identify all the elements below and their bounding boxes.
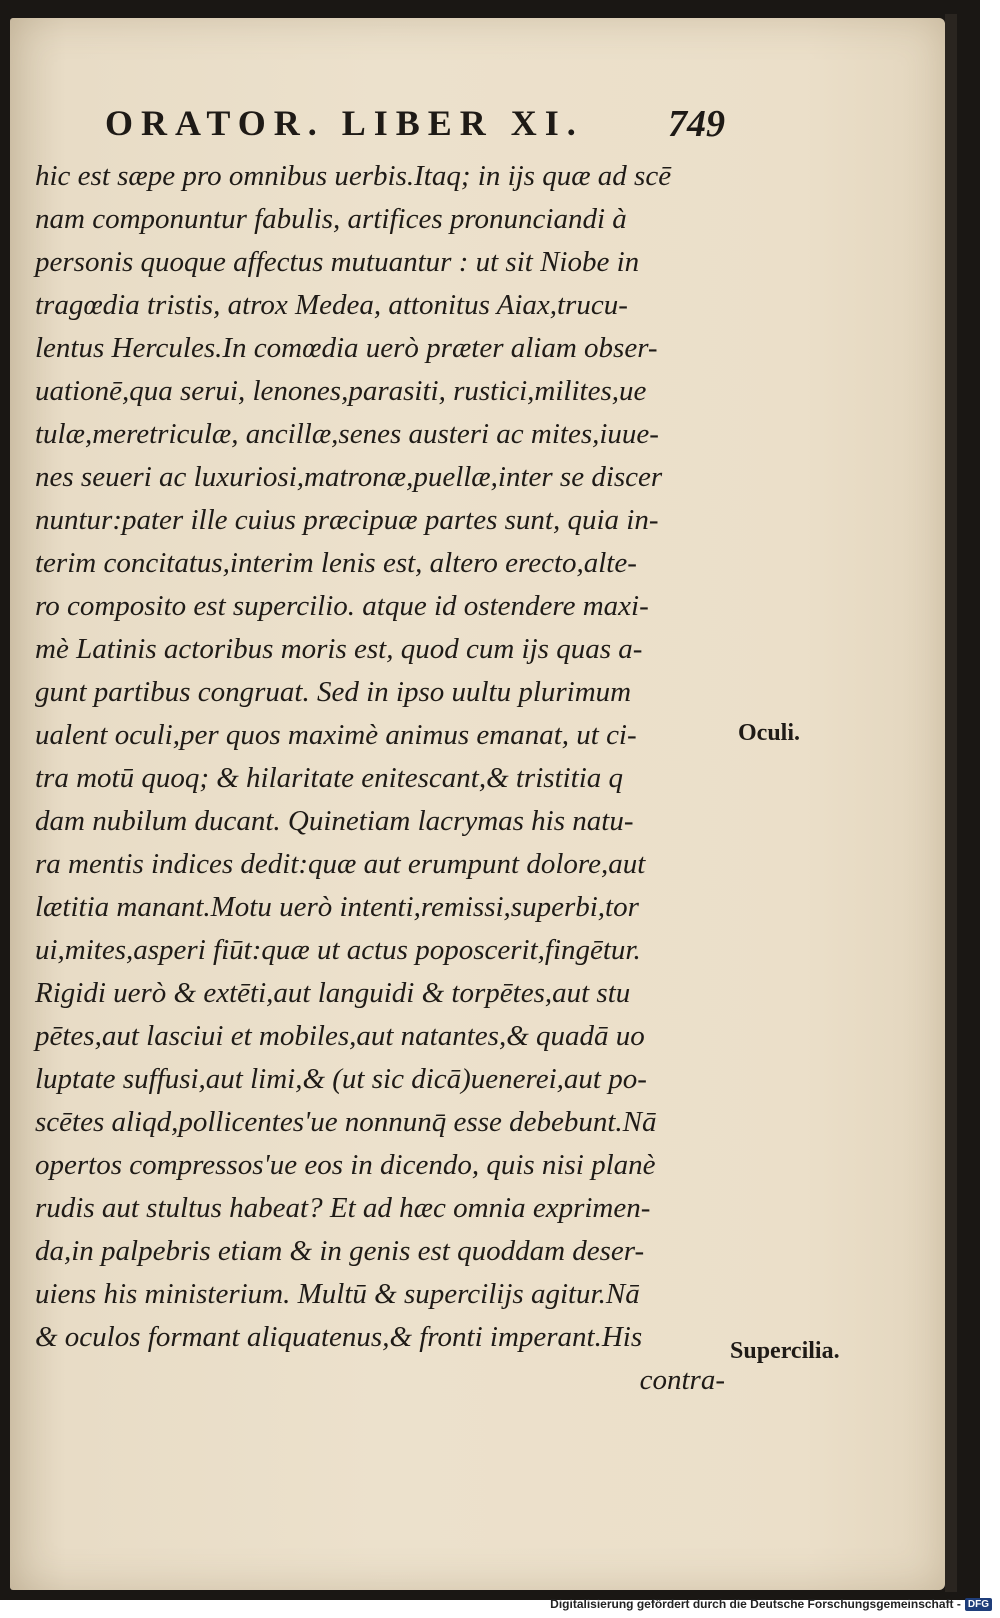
text-line: nam componuntur fabulis, artifices pronunciandi à [35,203,627,235]
text-line: tragœdia tristis, atrox Medea, attonitus Aiax,trucu- [35,289,628,321]
text-line: ra mentis indices dedit:quæ aut erumpunt dolore,aut [35,848,646,880]
text-line: luptate suffusi,aut limi,& (ut sic dicā)uenerei,aut po- [35,1063,647,1095]
text-line: & oculos formant aliquatenus,& fronti imperant.His [35,1321,643,1353]
text-line: tra motū quoq; & hilaritate enitescant,& tristitia q [35,762,624,794]
text-line: scētes aliqd,pollicentes'ue nonnunq̄ esse debebunt.Nā [35,1106,657,1138]
dfg-logo: DFG [965,1598,992,1611]
text-line: lætitia manant.Motu uerò intenti,remissi,superbi,tor [35,891,639,923]
text-line: ui,mites,asperi fiūt:quæ ut actus poposcerit,fingētur. [35,934,641,966]
text-line: da,in palpebris etiam & in genis est quoddam deser- [35,1235,645,1267]
running-title: ORATOR. LIBER XI. [105,103,584,143]
page-header [105,102,725,150]
text-line: nuntur:pater ille cuius præcipuæ partes sunt, quia in- [35,504,659,536]
margin-note-oculi: Oculi. [738,720,801,746]
digitization-footer [550,1597,992,1611]
text-line: tulæ,meretriculæ, ancillæ,senes austeri ac mites,iuue- [35,418,659,450]
text-line: terim concitatus,interim lenis est, altero erecto,alte- [35,547,637,579]
text-line: ro composito est supercilio. atque id ostendere maxi- [35,590,649,622]
footer-text: Digitalisierung gefördert durch die Deutsche Forschungsgemeinschaft - [550,1597,961,1611]
text-line: gunt partibus congruat. Sed in ipso uultu plurimum [35,676,632,708]
margin-note-supercilia: Supercilia. [730,1338,840,1364]
page-number: 749 [668,103,725,145]
text-line: ualent oculi,per quos maximè animus emanat, ut ci- [35,719,637,751]
book-page-edge [945,14,957,1592]
text-line: rudis aut stultus habeat? Et ad hæc omnia exprimen- [35,1192,651,1224]
text-line: pētes,aut lasciui et mobiles,aut natantes,& quadā uo [35,1020,645,1052]
body-text [35,155,735,1402]
text-line: uiens his ministerium. Multū & supercilijs agitur.Nā [35,1278,640,1310]
text-line: mè Latinis actoribus moris est, quod cum ijs quas a- [35,633,643,665]
text-line: personis quoque affectus mutuantur : ut sit Niobe in [35,246,640,278]
text-line: lentus Hercules.In comœdia uerò præter aliam obser- [35,332,658,364]
text-line: opertos compressos'ue eos in dicendo, quis nisi planè [35,1149,656,1181]
text-line: nes seueri ac luxuriosi,matronæ,puellæ,inter se discer [35,461,663,493]
catchword: contra- [639,1364,725,1396]
text-line: uationē,qua serui, lenones,parasiti, rustici,milites,ue [35,375,647,407]
text-line: dam nubilum ducant. Quinetiam lacrymas his natu- [35,805,634,837]
text-line: Rigidi uerò & extēti,aut languidi & torpētes,aut stu [35,977,631,1009]
text-line: hic est sæpe pro omnibus uerbis.Itaq; in ijs quæ ad scē [35,160,672,192]
